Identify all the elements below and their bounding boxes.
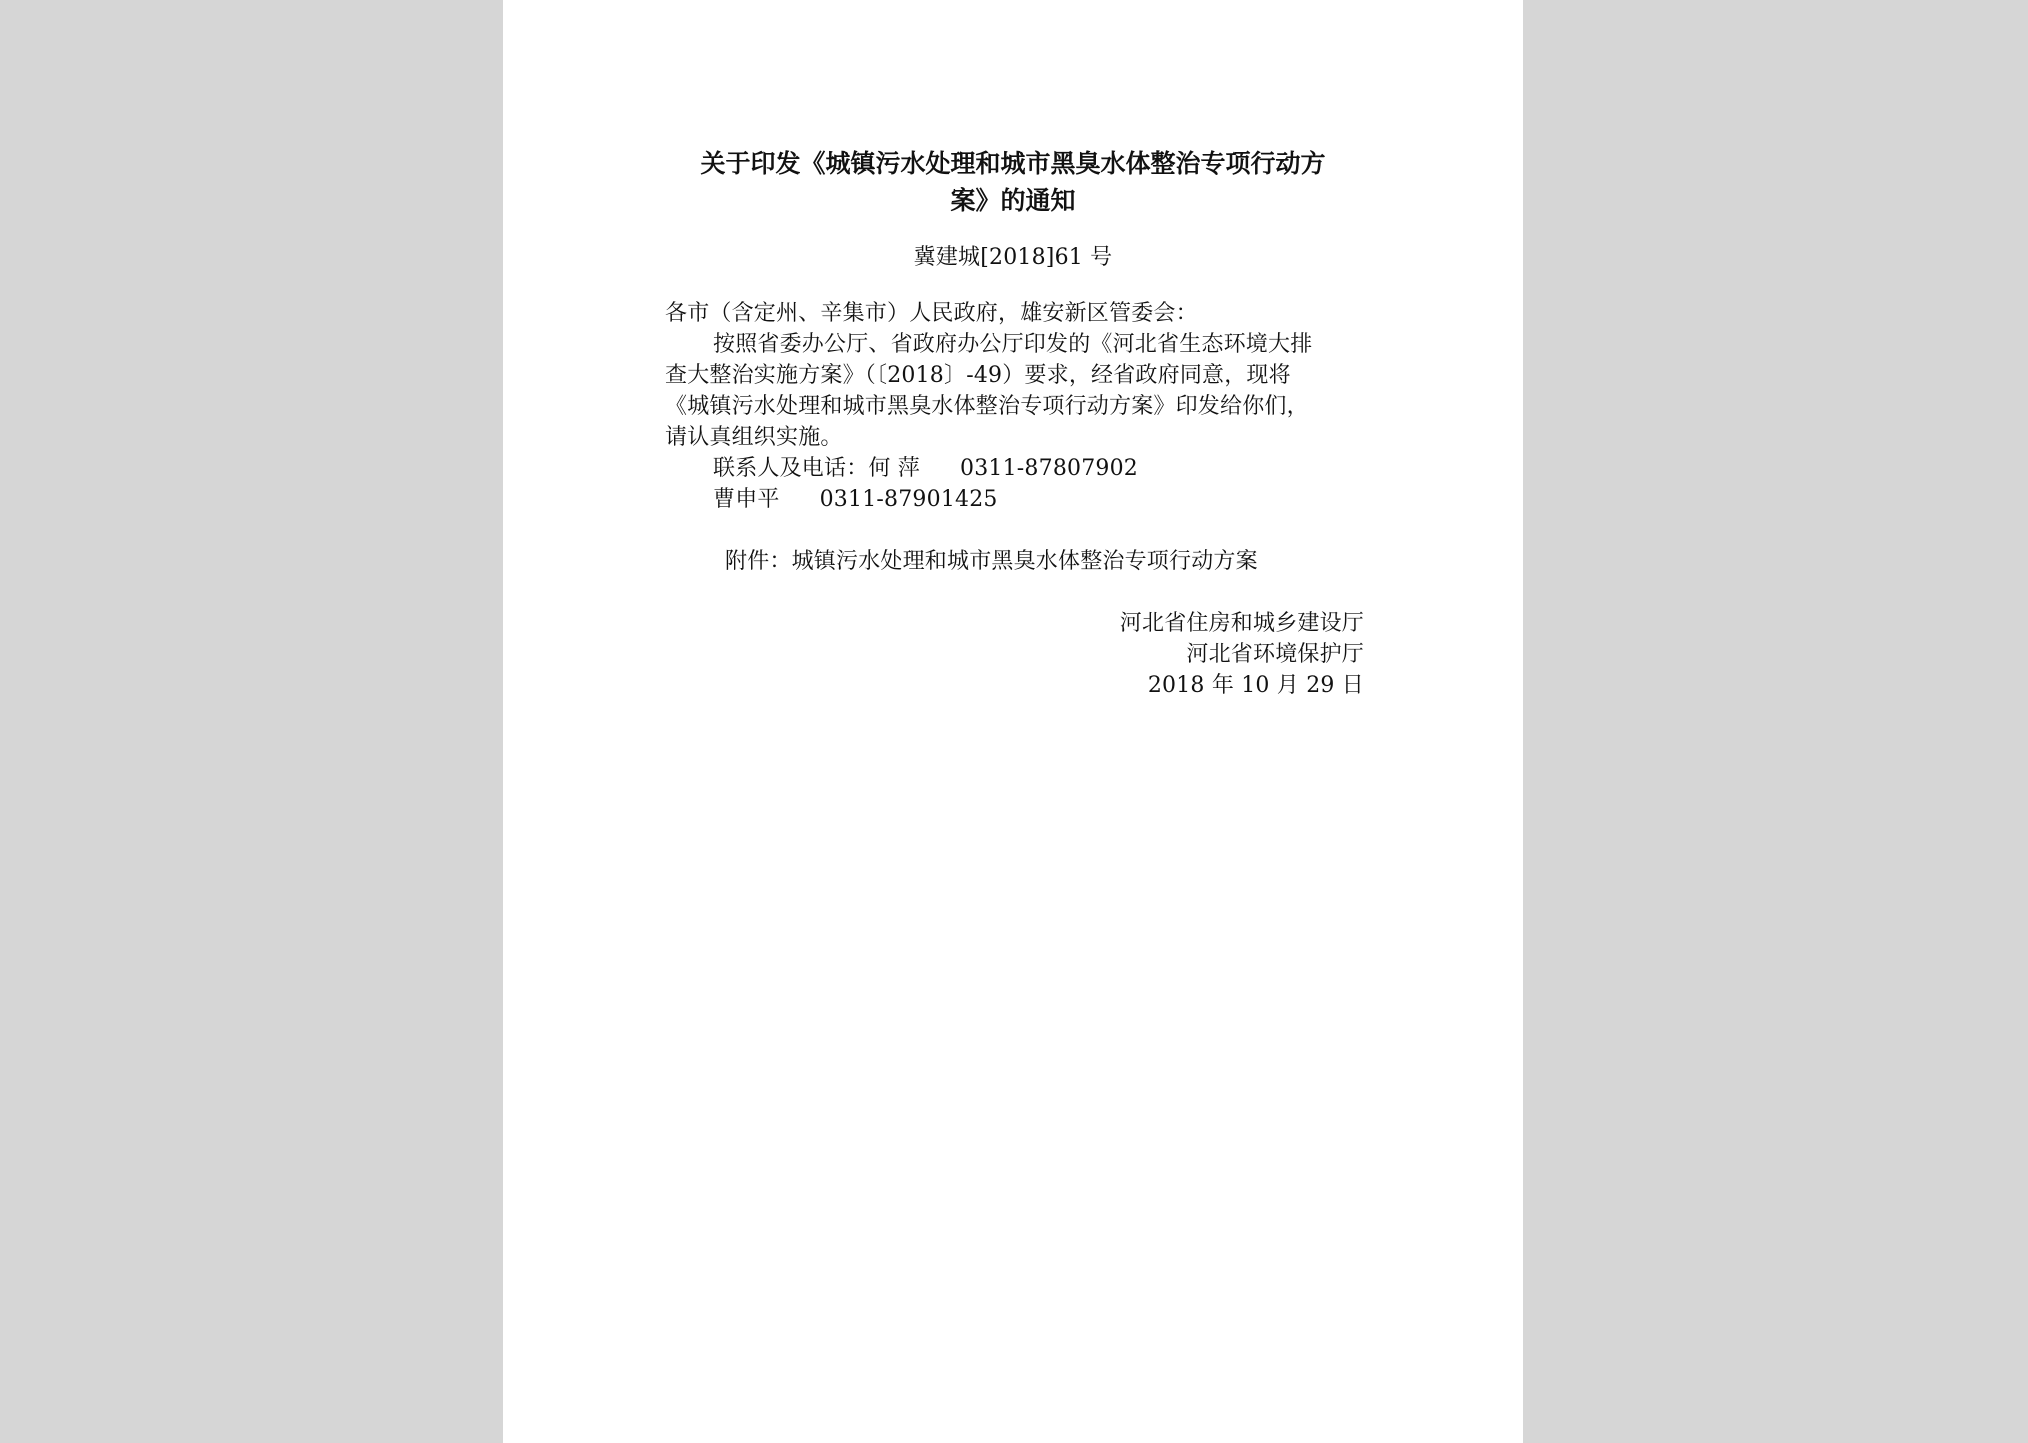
attachment-line	[725, 546, 1258, 577]
contact-person-1-phone: 0311-87807902	[960, 456, 1138, 481]
document-page	[503, 0, 1523, 1443]
body-line-2: 查大整治实施方案》（〔2018〕-49）要求，经省政府同意，现将	[665, 363, 1291, 388]
document-title-line-2: 案》的通知	[950, 186, 1076, 215]
contact-person-1-name: 何 萍	[868, 456, 920, 481]
body-line-1: 按照省委办公厅、省政府办公厅印发的《河北省生态环境大排	[713, 332, 1313, 357]
contact-row-2	[713, 484, 998, 515]
document-number: 冀建城[2018]61 号	[913, 245, 1113, 270]
document-title-line-1: 关于印发《城镇污水处理和城市黑臭水体整治专项行动方	[700, 149, 1326, 178]
body-line-3: 《城镇污水处理和城市黑臭水体整治专项行动方案》印发给你们，	[665, 394, 1309, 419]
contact-person-2-phone: 0311-87901425	[819, 487, 998, 512]
body-line-4: 请认真组织实施。	[665, 425, 843, 450]
contact-row-1	[713, 453, 1138, 484]
attachment-title: 城镇污水处理和城市黑臭水体整治专项行动方案	[791, 549, 1258, 574]
salutation: 各市（含定州、辛集市）人民政府，雄安新区管委会：	[665, 301, 1198, 326]
contact-person-2-name: 曹申平	[713, 487, 780, 512]
document-date: 2018 年 10 月 29 日	[1147, 673, 1364, 698]
signature-issuer-2: 河北省环境保护厅	[1186, 642, 1364, 667]
signature-issuer-1: 河北省住房和城乡建设厅	[1119, 611, 1364, 636]
attachment-label: 附件：	[725, 549, 792, 574]
contact-label: 联系人及电话：	[713, 456, 869, 481]
